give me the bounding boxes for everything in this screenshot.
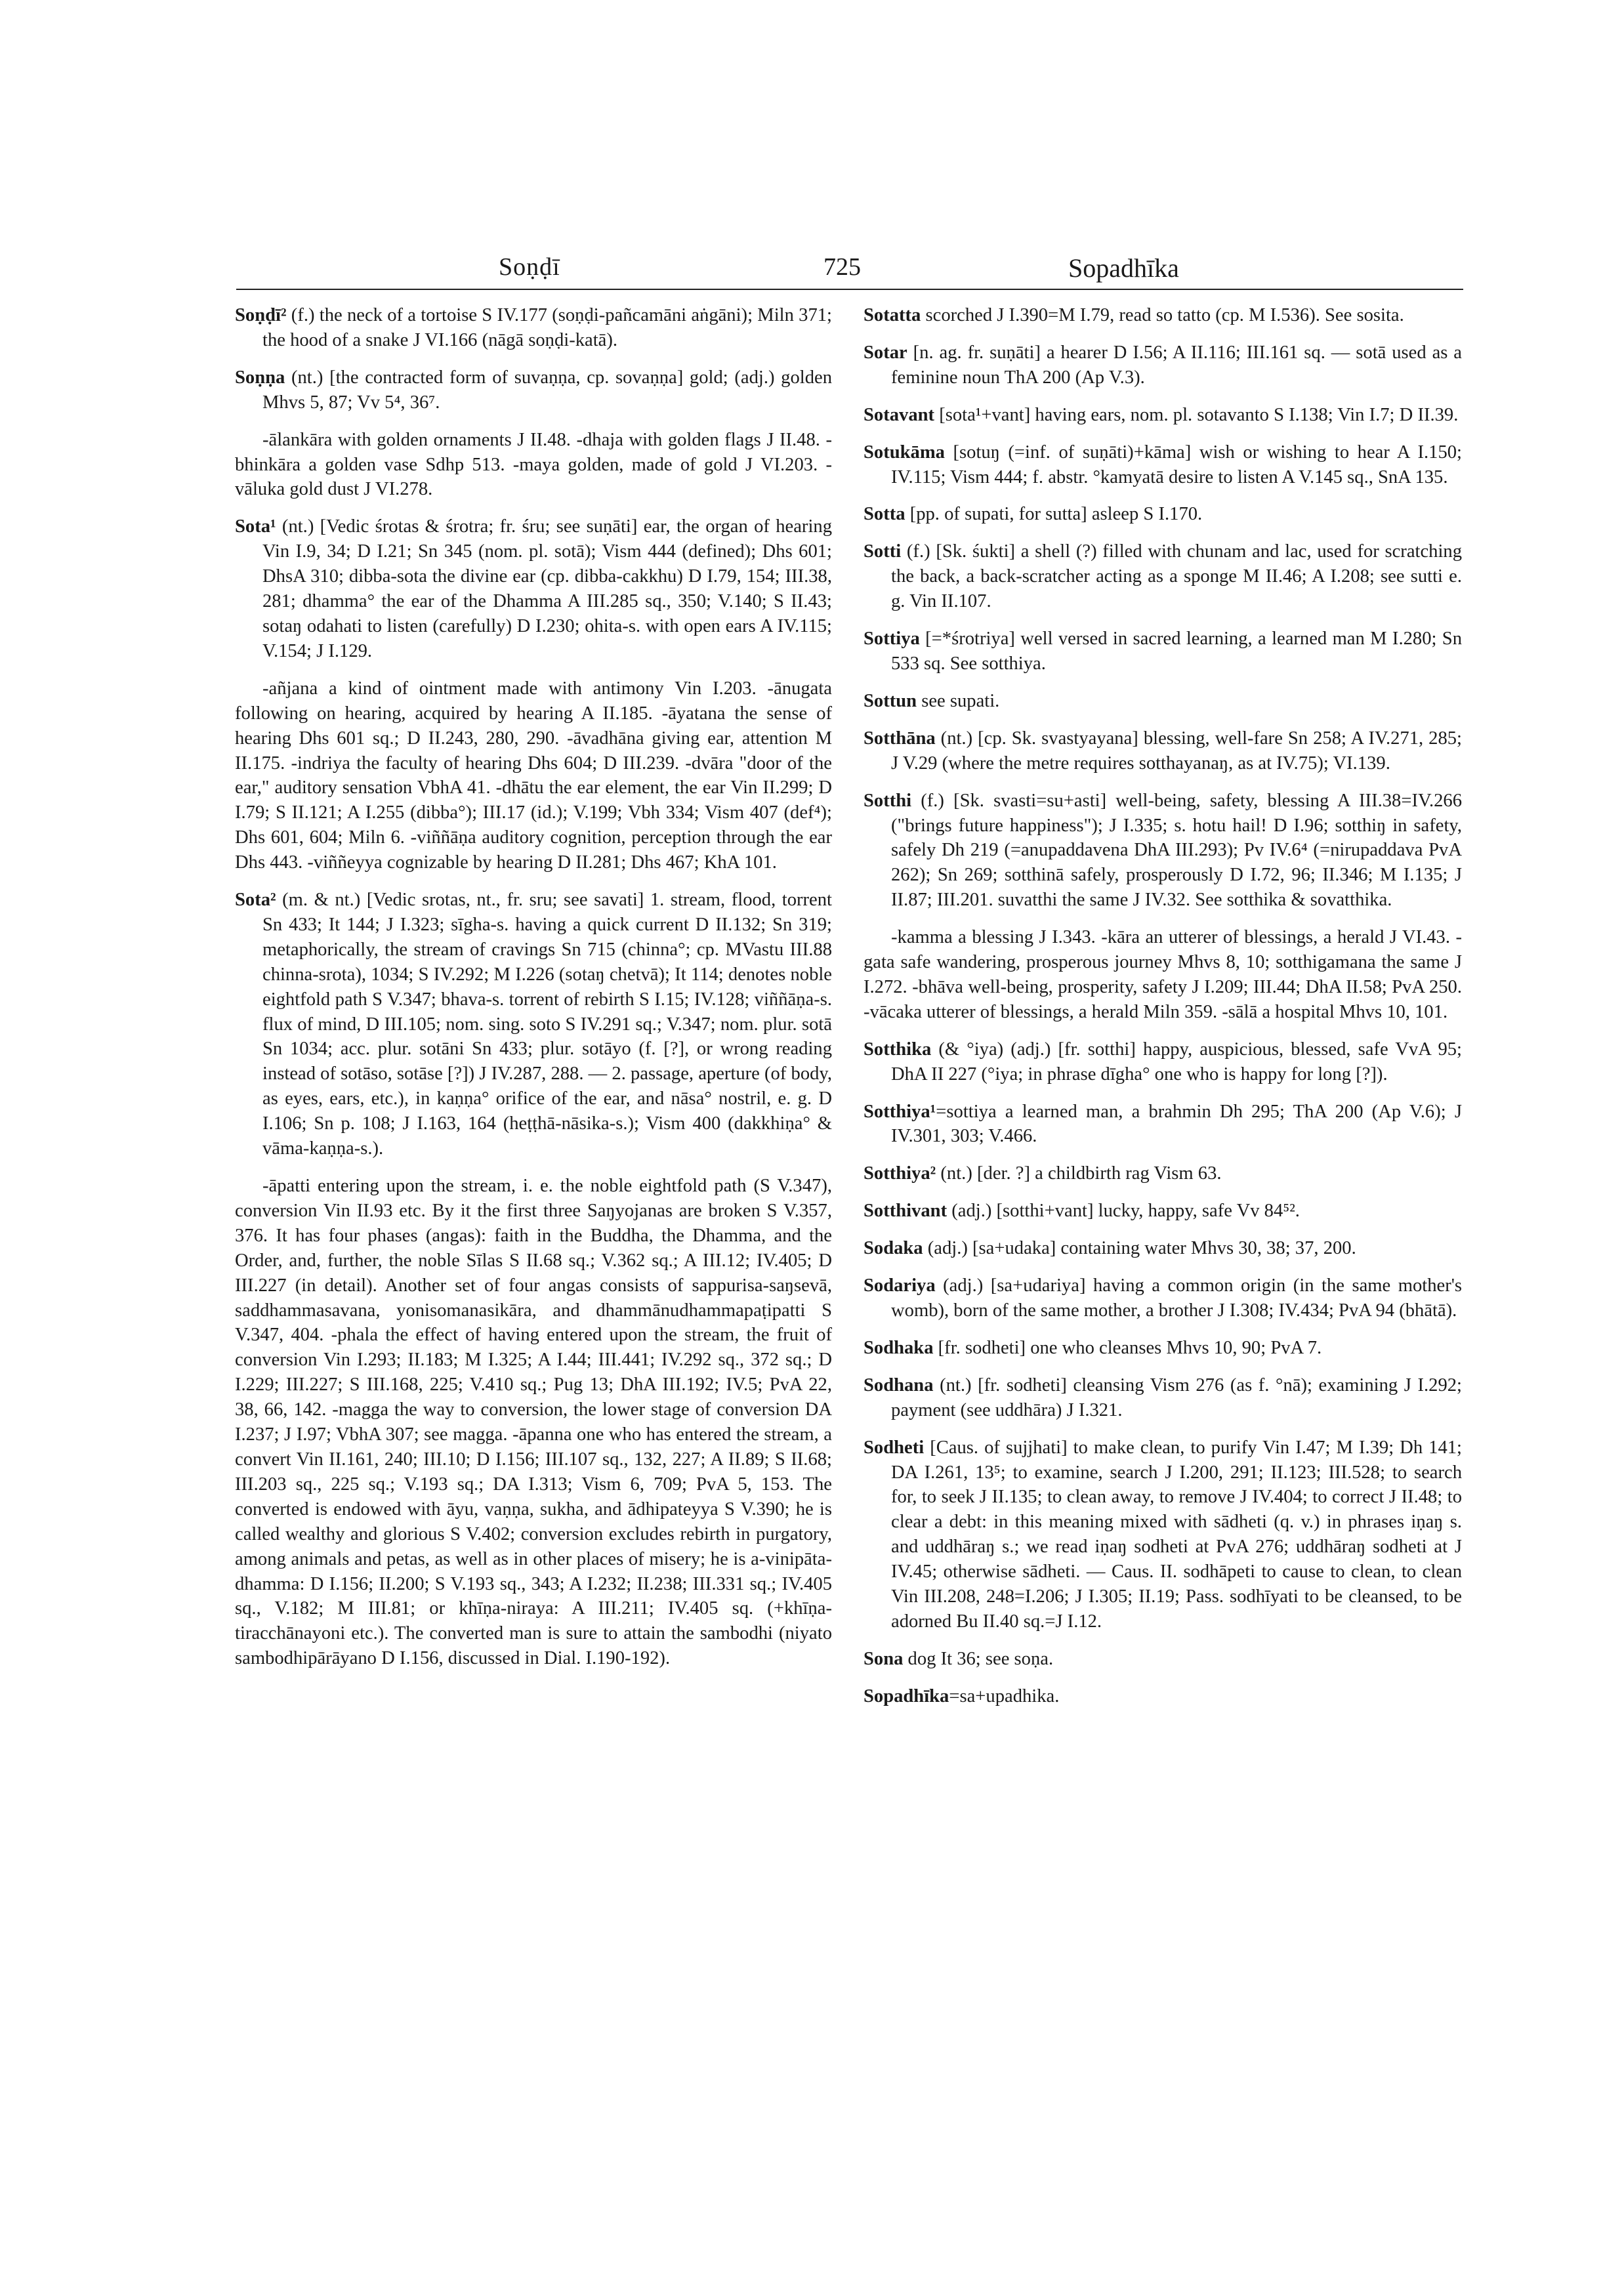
dictionary-entry [864, 502, 1462, 527]
dictionary-entry [864, 539, 1462, 614]
dictionary-entry [235, 303, 832, 353]
entry-definition: (f.) [Sk. śukti] a shell (?) filled with chunam and lac, used for scratching the back, a back-scratcher acting as a sponge M II.46; A I.208; see sutti e. g. Vin II.107. [891, 541, 1462, 612]
entry-definition: -ālankāra with golden ornaments J II.48. -dhaja with golden flags J II.48. -bhinkāra a golden vase Sdhp 513. -maya golden, made of gold J VI.203. -vāluka gold dust J VI.278. [235, 429, 832, 500]
entry-definition: (adj.) [sa+udariya] having a common origin (in the same mother's womb), born of the same mother, a brother J I.308; IV.434; PvA 94 (bhātā). [891, 1275, 1462, 1321]
entry-definition: (adj.) [sa+udaka] containing water Mhvs 30, 38; 37, 200. [923, 1238, 1356, 1259]
entry-headword: Sota¹ [235, 516, 276, 537]
entry-headword: Sodariya [864, 1275, 936, 1296]
dictionary-entry [235, 888, 832, 1161]
entry-definition: (nt.) [cp. Sk. svastyayana] blessing, well-fare Sn 258; A IV.271, 285; J V.29 (where the metre requires sotthayanaŋ, as at IV.75); VI.139. [891, 728, 1462, 774]
entry-subsection [235, 428, 832, 503]
dictionary-entry [864, 303, 1462, 328]
entry-definition: (nt.) [the contracted form of suvaṇṇa, cp. sovaṇṇa] gold; (adj.) golden Mhvs 5, 87; Vv 5⁴, 36⁷. [262, 367, 832, 413]
dictionary-entry [864, 726, 1462, 776]
entry-definition: =sa+upadhika. [949, 1685, 1060, 1706]
entry-definition: dog It 36; see soṇa. [903, 1648, 1054, 1669]
entry-headword: Sodaka [864, 1238, 923, 1259]
header-left-guideword: Soṇḍī [499, 253, 560, 281]
header-right-guideword: Sopadhīka [1068, 253, 1179, 283]
entry-definition: (nt.) [fr. sodheti] cleansing Vism 276 (as f. °nā); examining J I.292; payment (see uddhāra) J I.321. [891, 1375, 1462, 1420]
entry-definition: (f.) [Sk. svasti=su+asti] well-being, safety, blessing A III.38=IV.266 ("brings future happiness"); J I.335; s. hotu hail! D I.96; sotthiŋ in safety, safely Dh 219 (=anupaddavena DhA III.293); Pv IV.6⁴ (=nirupaddava PvA 262); Sn 269; sotthinā safely, prosperously D I.72, 96; II.346; M I.135; J II.87; III.201. suvatthi the same J IV.32. See sotthika & sovatthika. [891, 790, 1462, 911]
entry-headword: Sodhana [864, 1375, 934, 1396]
entry-definition: (nt.) [der. ?] a childbirth rag Vism 63. [936, 1163, 1222, 1184]
entry-headword: Sodheti [864, 1437, 925, 1458]
dictionary-entry [864, 1436, 1462, 1634]
right-column [864, 303, 1462, 1722]
entry-headword: Sotthiya² [864, 1163, 936, 1184]
dictionary-entry [864, 1336, 1462, 1361]
entry-headword: Sodhaka [864, 1337, 934, 1358]
entry-headword: Sottiya [864, 629, 920, 650]
dictionary-entry [864, 341, 1462, 390]
header-rule [236, 289, 1463, 290]
entry-headword: Sotthivant [864, 1201, 947, 1222]
entry-headword: Sota² [235, 890, 276, 911]
entry-definition: [sota¹+vant] having ears, nom. pl. sotavanto S I.138; Vin I.7; D II.39. [934, 404, 1459, 425]
entry-definition: [fr. sodheti] one who cleanses Mhvs 10, 90; PvA 7. [933, 1337, 1322, 1358]
dictionary-entry [864, 1373, 1462, 1423]
entry-definition: [n. ag. fr. suṇāti] a hearer D I.56; A II.116; III.161 sq. — sotā used as a feminine noun ThA 200 (Ap V.3). [891, 342, 1462, 388]
entry-headword: Sotthi [864, 790, 912, 811]
entry-definition: [Caus. of sujjhati] to make clean, to purify Vin I.47; M I.39; Dh 141; DA I.261, 13⁵; to examine, search J I.200, 291; II.123; III.528; to search for, to seek J II.135; to clean away, to remove J IV.404; to correct J II.48; to clear a debt: in this meaning mixed with sādheti (q. v.) in phrases iṇaŋ s. and uddhāraŋ s.; we read iṇaŋ sodheti at PvA 276; uddhāraŋ sodheti at J IV.45; otherwise sādheti. — Caus. II. sodhāpeti to cause to clean, to clean Vin III.208, 248=I.206; J I.305; II.19; Pass. sodhīyati to be cleansed, to be adorned Bu II.40 sq.=J I.12. [891, 1437, 1462, 1632]
dictionary-entry [864, 1199, 1462, 1224]
left-column [235, 303, 832, 1684]
entry-headword: Sotukāma [864, 442, 945, 463]
dictionary-entry [864, 627, 1462, 676]
entry-headword: Sotta [864, 504, 906, 525]
dictionary-entry [235, 514, 832, 663]
entry-headword: Sotthika [864, 1039, 932, 1060]
entry-definition: see supati. [917, 690, 1000, 711]
dictionary-entry [864, 403, 1462, 428]
dictionary-entry [864, 1647, 1462, 1672]
dictionary-entry [864, 1161, 1462, 1186]
entry-headword: Soṇṇa [235, 367, 285, 388]
entry-headword: Sottun [864, 690, 917, 711]
dictionary-entry [864, 1236, 1462, 1261]
entry-definition: [sotuŋ (=inf. of suṇāti)+kāma] wish or wishing to hear A I.150; IV.115; Vism 444; f. abstr. °kamyatā desire to listen A V.145 sq., SnA 135. [891, 442, 1462, 487]
dictionary-entry [864, 440, 1462, 490]
entry-definition: (adj.) [sotthi+vant] lucky, happy, safe Vv 84⁵². [947, 1201, 1300, 1222]
entry-subsection [235, 1174, 832, 1671]
entry-headword: Sotthāna [864, 728, 936, 749]
dictionary-entry [864, 1100, 1462, 1149]
entry-definition: -āpatti entering upon the stream, i. e. the noble eightfold path (S V.347), conversion Vin II.93 etc. By it the first three Saŋyojanas are broken S V.357, 376. It has four phases (angas): faith in the Buddha, the Dhamma, and the Order, and, further, the noble Sīlas S II.68 sq.; V.362 sq.; A III.12; IV.405; D III.227 (in detail). Another set of four angas consists of sappurisa-saŋsevā, saddhammasavana, yonisomanasikāra, and dhammānudhammapaṭipatti S V.347, 404. -phala the effect of having entered upon the stream, the fruit of conversion Vin I.293; II.183; M I.325; A I.44; III.441; IV.292 sq., 372 sq.; D I.229; III.227; S III.168, 225; V.410 sq.; Pug 13; DhA III.192; IV.5; PvA 22, 38, 66, 142. -magga the way to conversion, the lower stage of conversion DA I.237; J I.97; VbhA 307; see magga. -āpanna one who has entered the stream, a convert Vin II.161, 240; III.10; D I.156; III.107 sq., 132, 227; A II.89; S II.68; III.203 sq., 225 sq.; V.193 sq.; DA I.313; Vism 6, 709; PvA 5, 153. The converted is endowed with āyu, vaṇṇa, sukha, and ādhipateyya S V.390; he is called wealthy and glorious S V.402; conversion excludes rebirth in purgatory, among animals and petas, as well as in other places of misery; he is a-vinipāta-dhamma: D I.156; II.200; S V.193 sq., 343; A I.232; II.238; III.331 sq.; IV.405 sq., V.182; M III.81; or khīṇa-niraya: A III.211; IV.405 sq. (+khīṇa-tiracchānayoni etc.). The converted man is sure to attain the sambodhi (niyato sambodhipārāyano D I.156, discussed in Dial. I.190-192). [235, 1176, 832, 1669]
dictionary-entry [864, 1273, 1462, 1323]
entry-headword: Sotavant [864, 404, 935, 425]
entry-definition: (nt.) [Vedic śrotas & śrotra; fr. śru; see suṇāti] ear, the organ of hearing Vin I.9, 34; D I.21; Sn 345 (nom. pl. sotā); Vism 444 (defined); Dhs 601; DhsA 310; dibba-sota the divine ear (cp. dibba-cakkhu) D I.79, 154; III.38, 281; dhamma° the ear of the Dhamma A III.285 sq., 350; V.140; S II.43; sotaŋ odahati to listen (carefully) D I.230; ohita-s. with open ears A IV.115; V.154; J I.129. [262, 516, 832, 661]
dictionary-entry [864, 1037, 1462, 1087]
entry-definition: scorched J I.390=M I.79, read so tatto (cp. M I.536). See sosita. [921, 305, 1404, 325]
entry-headword: Sotthiya¹ [864, 1101, 936, 1122]
entry-definition: (m. & nt.) [Vedic srotas, nt., fr. sru; see savati] 1. stream, flood, torrent Sn 433; It 144; J I.323; sīgha-s. having a quick current D II.132; Sn 319; metaphorically, the stream of cravings Sn 715 (chinna°; cp. MVastu III.88 chinna-srota), 1034; S IV.292; M I.226 (sotaŋ chetvā); It 114; denotes noble eightfold path S V.347; bhava-s. torrent of rebirth S I.15; IV.128; viññāṇa-s. flux of mind, D III.105; nom. sing. soto S IV.291 sq.; V.347; nom. plur. sotā Sn 1034; acc. plur. sotāni Sn 433; plur. sotāyo (f. [?], or wrong reading instead of sotāso, sotāse [?]) J IV.287, 288. — 2. passage, aperture (of body, as eyes, ears, etc.), in kaṇṇa° orifice of the ear, and nāsa° nostril, e. g. D I.106; Sn p. 108; J I.163, 164 (heṭṭhā-nāsika-s.); Vism 400 (dakkhiṇa° & vāma-kaṇṇa-s.). [262, 890, 832, 1159]
page-number: 725 [823, 253, 861, 281]
entry-headword: Soṇḍī² [235, 305, 287, 325]
dictionary-entry [235, 365, 832, 415]
entry-definition: (f.) the neck of a tortoise S IV.177 (soṇḍi-pañcamāni aṅgāni); Miln 371; the hood of a snake J VI.166 (nāgā soṇḍi-katā). [262, 305, 832, 350]
entry-headword: Sotatta [864, 305, 921, 325]
entry-definition: [pp. of supati, for sutta] asleep S I.170. [905, 504, 1203, 525]
entry-definition: (& °iya) (adj.) [fr. sotthi] happy, auspicious, blessed, safe VvA 95; DhA II 227 (°iya; in phrase dīgha° one who is happy for long [?]). [891, 1039, 1462, 1085]
entry-definition: -kamma a blessing J I.343. -kāra an utterer of blessings, a herald J VI.43. -gata safe wandering, prosperous journey Mhvs 8, 10; sotthigamana the same J I.272. -bhāva well-being, prosperity, safety J I.209; III.44; DhA II.58; PvA 250. -vācaka utterer of blessings, a herald Miln 359. -sālā a hospital Mhvs 10, 101. [864, 927, 1462, 1022]
dictionary-entry [864, 689, 1462, 714]
entry-headword: Sopadhīka [864, 1685, 949, 1706]
dictionary-entry [864, 789, 1462, 913]
entry-definition: -añjana a kind of ointment made with antimony Vin I.203. -ānugata following on hearing, acquired by hearing A II.185. -āyatana the sense of hearing Dhs 601 sq.; D II.243, 280, 290. -āvadhāna giving ear, attention M II.175. -indriya the faculty of hearing Dhs 604; D III.239. -dvāra "door of the ear," auditory sensation VbhA 41. -dhātu the ear element, the ear Vin II.299; D I.79; S II.121; A I.255 (dibba°); III.17 (id.); V.199; Vbh 334; Vism 407 (def⁴); Dhs 601, 604; Miln 6. -viññāṇa auditory cognition, perception through the ear Dhs 443. -viññeyya cognizable by hearing D II.281; Dhs 467; KhA 101. [235, 678, 832, 873]
entry-headword: Sona [864, 1648, 904, 1669]
entry-definition: =sottiya a learned man, a brahmin Dh 295; ThA 200 (Ap V.6); J IV.301, 303; V.466. [891, 1101, 1462, 1147]
entry-headword: Sotar [864, 342, 907, 363]
entry-definition: [=*śrotriya] well versed in sacred learning, a learned man M I.280; Sn 533 sq. See sotthiya. [891, 629, 1462, 674]
entry-headword: Sotti [864, 541, 902, 562]
dictionary-entry [864, 1684, 1462, 1709]
entry-subsection [235, 676, 832, 875]
entry-subsection [864, 925, 1462, 1025]
